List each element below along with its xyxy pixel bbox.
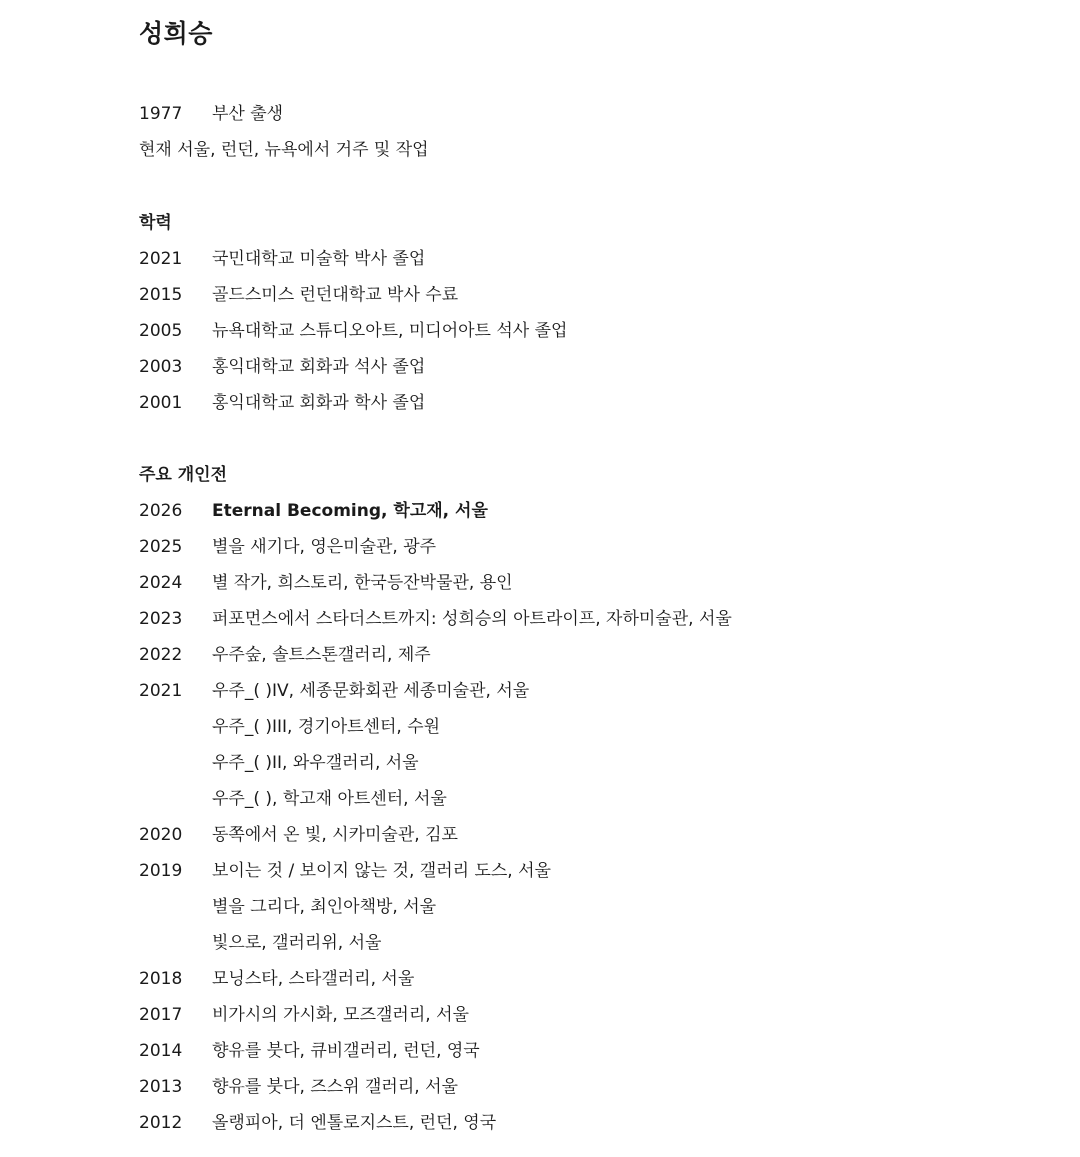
item-text: 홍익대학교 회화과 석사 졸업 <box>212 357 426 377</box>
item-year: 2012 <box>139 1113 183 1133</box>
education-list <box>139 241 1039 421</box>
solo-exhibitions-section <box>139 457 1039 1141</box>
item-year: 2005 <box>139 321 183 341</box>
item-year: 2019 <box>139 861 183 881</box>
birth-year: 1977 <box>139 104 183 124</box>
education-section <box>139 205 1039 421</box>
list-item <box>139 1069 1039 1105</box>
item-text: 국민대학교 미술학 박사 졸업 <box>212 249 426 269</box>
item-text: 비가시의 가시화, 모즈갤러리, 서울 <box>212 1005 469 1025</box>
item-text: 향유를 붓다, 즈스위 갤러리, 서울 <box>212 1077 458 1097</box>
item-year: 2026 <box>139 501 183 521</box>
item-text: 골드스미스 런던대학교 박사 수료 <box>212 285 459 305</box>
item-text: 퍼포먼스에서 스타더스트까지: 성희승의 아트라이프, 자하미술관, 서울 <box>212 609 732 629</box>
item-year: 2001 <box>139 393 183 413</box>
item-year: 2025 <box>139 537 183 557</box>
item-year: 2021 <box>139 681 183 701</box>
item-year: 2018 <box>139 969 183 989</box>
item-text: 우주_( )II, 와우갤러리, 서울 <box>212 753 419 773</box>
list-item <box>139 673 1039 709</box>
item-year <box>139 745 212 781</box>
item-year <box>139 781 212 817</box>
item-year <box>139 925 212 961</box>
item-text: 우주_( )III, 경기아트센터, 수원 <box>212 717 441 737</box>
list-item <box>139 637 1039 673</box>
item-text: 향유를 붓다, 큐비갤러리, 런던, 영국 <box>212 1041 480 1061</box>
birth-text: 부산 출생 <box>212 104 284 124</box>
education-heading: 학력 <box>139 213 172 233</box>
item-text: 별 작가, 희스토리, 한국등잔박물관, 용인 <box>212 573 513 593</box>
item-text: 별을 그리다, 최인아책방, 서울 <box>212 897 437 917</box>
item-year: 2022 <box>139 645 183 665</box>
item-year: 2014 <box>139 1041 183 1061</box>
item-year <box>139 709 212 745</box>
list-item <box>139 709 1039 745</box>
item-text: 모닝스타, 스타갤러리, 서울 <box>212 969 415 989</box>
item-year <box>139 889 212 925</box>
item-text: 올랭피아, 더 엔톨로지스트, 런던, 영국 <box>212 1113 497 1133</box>
list-item <box>139 349 1039 385</box>
item-text: 빛으로, 갤러리위, 서울 <box>212 933 382 953</box>
solo-exhibitions-heading: 주요 개인전 <box>139 465 228 485</box>
list-item <box>139 961 1039 997</box>
birth-row <box>139 96 1039 132</box>
item-text: 우주_( )IV, 세종문화회관 세종미술관, 서울 <box>212 681 530 701</box>
item-year: 2020 <box>139 825 183 845</box>
item-text: 뉴욕대학교 스튜디오아트, 미디어아트 석사 졸업 <box>212 321 568 341</box>
list-item <box>139 601 1039 637</box>
bio-section <box>139 96 1039 168</box>
item-text: 우주숲, 솔트스톤갤러리, 제주 <box>212 645 431 665</box>
list-item <box>139 781 1039 817</box>
item-text: 우주_( ), 학고재 아트센터, 서울 <box>212 789 447 809</box>
residence-text: 현재 서울, 런던, 뉴욕에서 거주 및 작업 <box>139 140 429 160</box>
list-item <box>139 241 1039 277</box>
list-item <box>139 529 1039 565</box>
item-text: 홍익대학교 회화과 학사 졸업 <box>212 393 426 413</box>
item-text: 동쪽에서 온 빛, 시카미술관, 김포 <box>212 825 458 845</box>
list-item <box>139 745 1039 781</box>
item-text: 보이는 것 / 보이지 않는 것, 갤러리 도스, 서울 <box>212 861 551 881</box>
list-item <box>139 277 1039 313</box>
list-item <box>139 925 1039 961</box>
list-item <box>139 493 1039 529</box>
item-year: 2021 <box>139 249 183 269</box>
item-year: 2003 <box>139 357 183 377</box>
list-item <box>139 853 1039 889</box>
list-item <box>139 889 1039 925</box>
list-item <box>139 1033 1039 1069</box>
item-year: 2023 <box>139 609 183 629</box>
list-item <box>139 997 1039 1033</box>
list-item <box>139 817 1039 853</box>
item-year: 2015 <box>139 285 183 305</box>
item-year: 2017 <box>139 1005 183 1025</box>
solo-exhibitions-list <box>139 493 1039 1141</box>
item-year: 2024 <box>139 573 183 593</box>
artist-name: 성희승 <box>139 19 213 48</box>
item-text: 별을 새기다, 영은미술관, 광주 <box>212 537 437 557</box>
list-item <box>139 1105 1039 1141</box>
list-item <box>139 565 1039 601</box>
item-year: 2013 <box>139 1077 183 1097</box>
list-item <box>139 313 1039 349</box>
item-text: Eternal Becoming, 학고재, 서울 <box>212 501 488 521</box>
list-item <box>139 385 1039 421</box>
